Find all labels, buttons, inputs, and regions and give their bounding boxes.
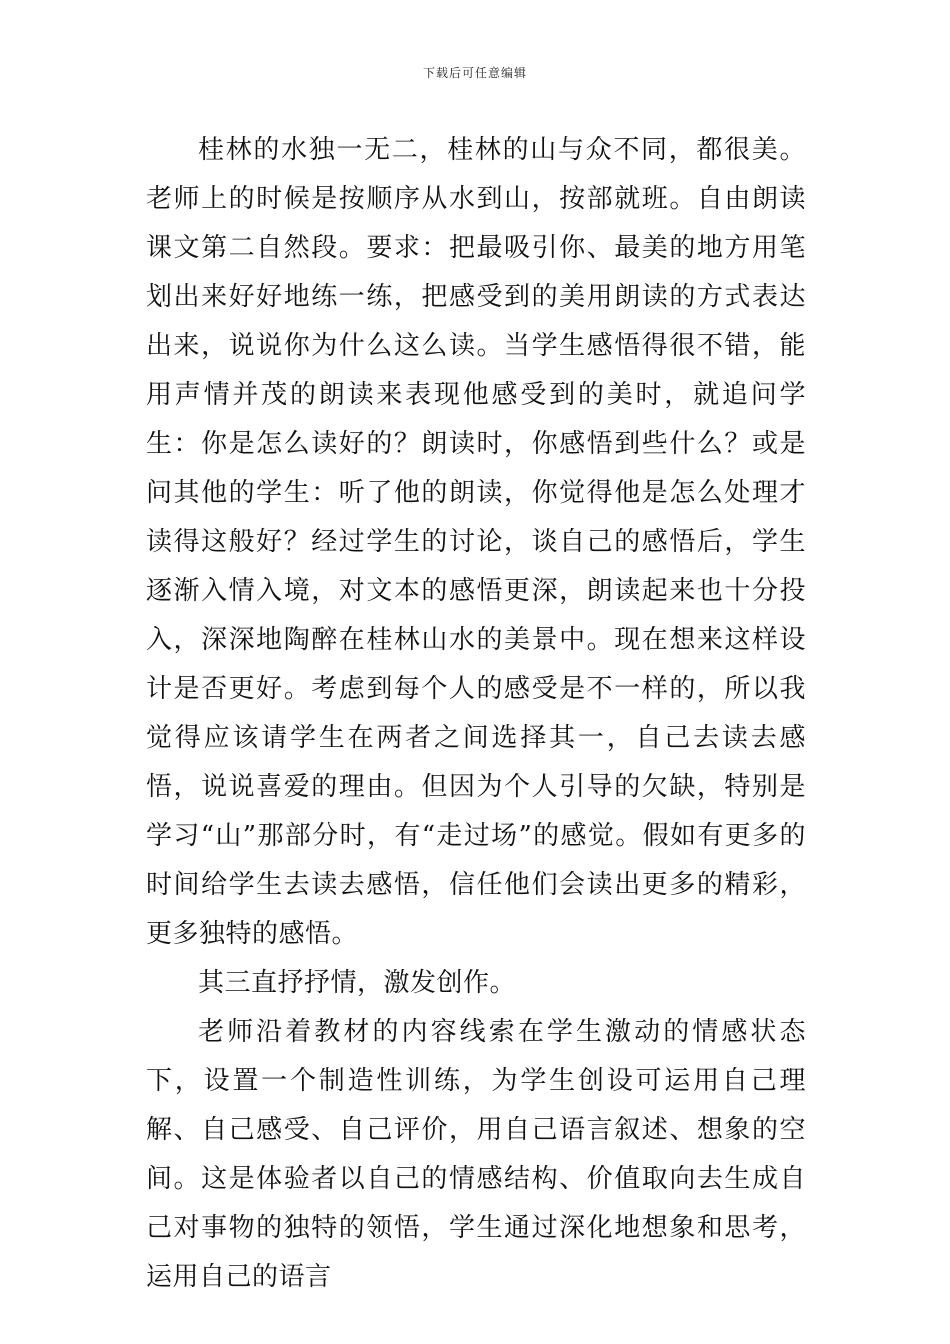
- paragraph-3: 老师沿着教材的内容线索在学生激动的情感状态下，设置一个制造性训练，为学生创设可运用自己理解、自己感受、自己评价，用自己语言叙述、想象的空间。这是体验者以自己的情感结构、价值取向去生成自己对事物的独特的领悟，学生通过深化地想象和思考，运用自己的语言: [146, 1017, 806, 1292]
- paragraph-1: 桂林的水独一无二，桂林的山与众不同，都很美。老师上的时候是按顺序从水到山，按部就班。自由朗读课文第二自然段。要求：把最吸引你、最美的地方用笔划出来好好地练一练，把感受到的美用朗读的方式表达出来，说说你为什么这么读。当学生感悟得很不错，能用声情并茂的朗读来表现他感受到的美时，就追问学生：你是怎么读好的？朗读时，你感悟到些什么？或是问其他的学生：听了他的朗读，你觉得他是怎么处理才读得这般好？经过学生的讨论，谈自己的感悟后，学生逐渐入情入境，对文本的感悟更深，朗读起来也十分投入，深深地陶醉在桂林山水的美景中。现在想来这样设计是否更好。考虑到每个人的感受是不一样的，所以我觉得应该请学生在两者之间选择其一，自己去读去感悟，说说喜爱的理由。但因为个人引导的欠缺，特别是学习“山”那部分时，有“走过场”的感觉。假如有更多的时间给学生去读去感悟，信任他们会读出更多的精彩，更多独特的感悟。: [146, 135, 806, 949]
- body-text: [146, 126, 806, 1302]
- paragraph-2: 其三直抒抒情，激发创作。: [198, 968, 517, 998]
- header-note: 下载后可任意编辑: [422, 66, 527, 80]
